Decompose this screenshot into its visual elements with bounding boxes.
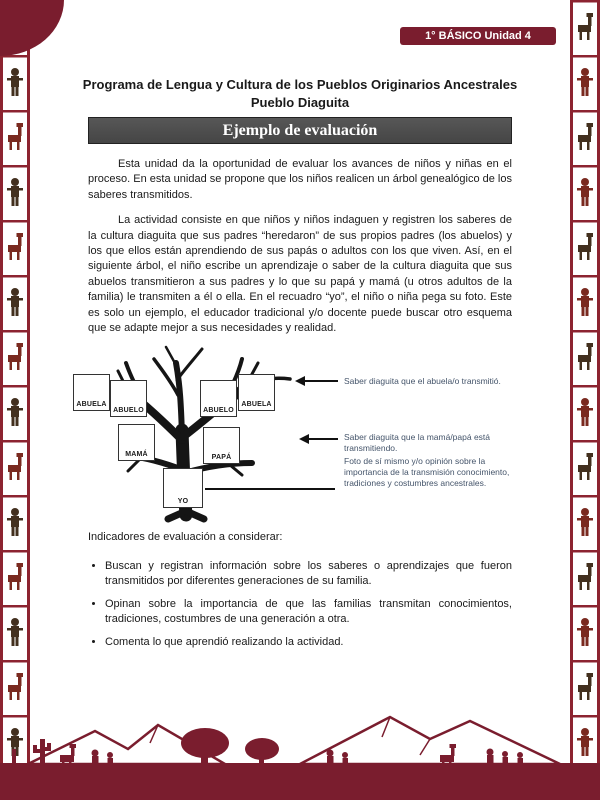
footer-landscape xyxy=(0,705,600,800)
tree-box-abuelo-right: ABUELO xyxy=(200,380,237,417)
left-arrow-icon xyxy=(304,438,338,440)
border-pattern-icon xyxy=(0,0,30,763)
border-pattern-icon xyxy=(570,0,600,763)
pueblo-subtitle: Pueblo Diaguita xyxy=(250,94,350,110)
connector-line xyxy=(205,488,335,490)
paragraph-intro: Esta unidad da la oportunidad de evaluar los avances de niños y niñas en el proceso. En esta unidad se propone que los niños realicen un árbol genealógico de los saberes transmitidos. xyxy=(88,158,512,201)
annotation-grandparents: Saber diaguita que el abuela/o transmitió. xyxy=(344,376,501,386)
indicator-item: • Opinan sobre la importancia de que las familias transmitan conocimientos, tradiciones, costumbres de una generación a otra. xyxy=(105,597,512,628)
corner-ornament xyxy=(0,0,64,56)
section-banner: Ejemplo de evaluación xyxy=(88,117,512,144)
family-tree-figure xyxy=(70,335,540,530)
indicator-item: • Comenta lo que aprendió realizando la actividad. xyxy=(105,635,512,650)
left-decorative-border xyxy=(0,0,30,763)
tree-box-abuela-right: ABUELA xyxy=(238,374,275,411)
tree-box-abuela-left: ABUELA xyxy=(73,374,110,411)
tree-box-papa: PAPÁ xyxy=(203,427,240,464)
tree-box-abuelo-left: ABUELO xyxy=(110,380,147,417)
left-arrow-icon xyxy=(300,380,338,382)
indicators-list xyxy=(88,559,512,650)
body-text xyxy=(88,157,512,346)
program-title: Programa de Lengua y Cultura de los Pueblos Originarios Ancestrales xyxy=(82,77,518,92)
page-header xyxy=(40,76,560,111)
andean-landscape-icon xyxy=(0,705,600,800)
indicator-item: • Buscan y registran información sobre los saberes o aprendizajes que fueron transmitidos por diferentes generaciones de su familia. xyxy=(105,559,512,590)
tree-box-yo: YO xyxy=(163,468,203,508)
right-decorative-border xyxy=(570,0,600,763)
indicators-intro: Indicadores de evaluación a considerar: xyxy=(88,531,283,543)
evaluation-indicators xyxy=(88,531,512,657)
unit-badge: 1° BÁSICO Unidad 4 xyxy=(400,27,556,45)
annotation-parents: Saber diaguita que la mamá/papá está transmitiendo. xyxy=(344,432,491,454)
paragraph-activity: La actividad consiste en que niños y niños indaguen y registren los saberes de la cultura diaguita que sus padres “heredaron” de sus propios padres (los abuelos) y los que ellos están aprendiendo de sus papás o adultos con los que viven. Así, en el siguiente árbol, el niño escribe un aprendizaje o saber de la cultura diaguita que sus abuelos transmitieron a sus padres y lo que su papá y mamá (u otros adultos de la familia) le transmiten a él o ella. En el recuadro “yo”, el niño o niña pega su foto. Este es solo un ejemplo, el educador tradicional y/o docente puede buscar otro esquema que se adapte mejor a sus necesidades y realidad. xyxy=(88,214,512,334)
annotation-self: Foto de sí mismo y/o opinión sobre la importancia de la transmisión conocimiento, tradiciones y costumbres ancestrales. xyxy=(344,456,510,489)
tree-box-mama: MAMÁ xyxy=(118,424,155,461)
